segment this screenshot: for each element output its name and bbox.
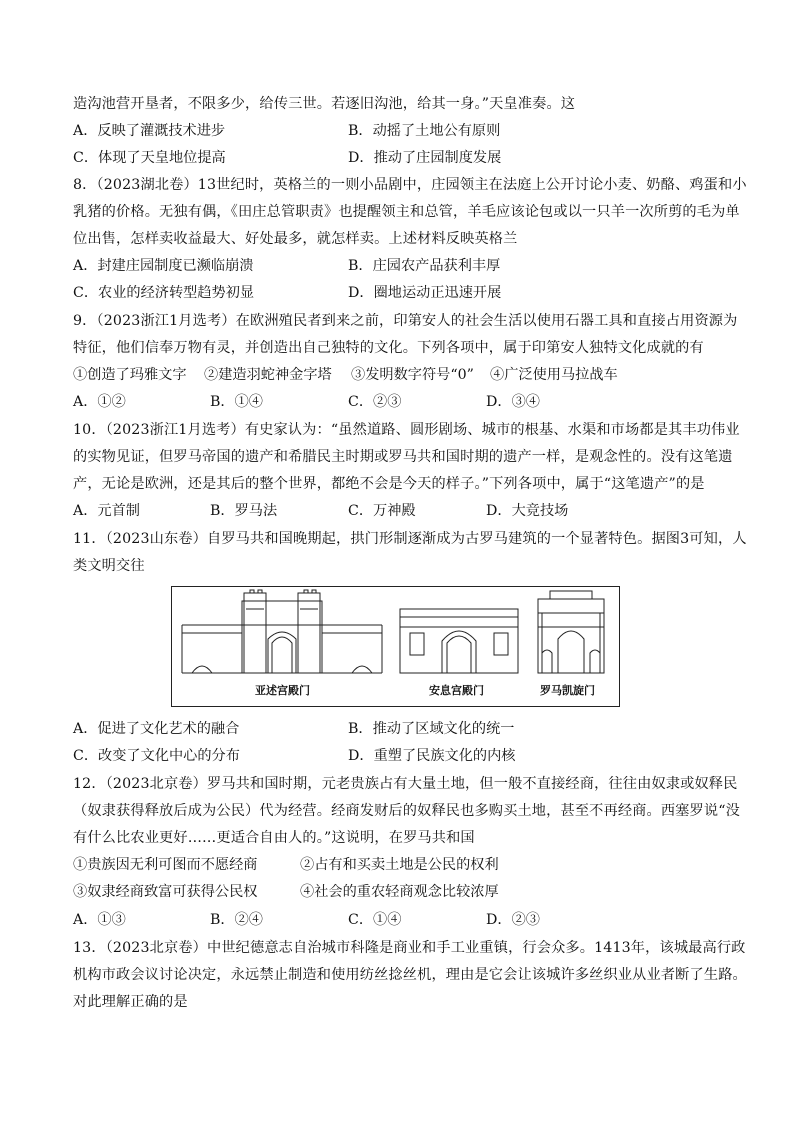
q9-option-c[interactable]: C．②③ [348, 394, 402, 410]
q9-item-3: ③发明数字符号“0” [351, 367, 474, 383]
q13-stem-line1: 13．（2023北京卷）中世纪德意志自治城市科隆是商业和手工业重镇，行会众多。1413年，该城最高行政 [73, 940, 746, 956]
q9-stem-line2: 特征，他们信奉万物有灵，并创造出自己独特的文化。下列各项中，属于印第安人独特文化成就的有 [73, 340, 704, 356]
q12-item-2: ②占有和买卖土地是公民的权利 [300, 857, 499, 873]
q10-option-c[interactable]: C．万神殿 [348, 503, 416, 519]
q12-stem-line1: 12．（2023北京卷）罗马共和国时期，元老贵族占有大量土地，但一般不直接经商，往往由奴隶或奴释民 [73, 776, 738, 792]
q12-option-a[interactable]: A．①③ [73, 912, 126, 928]
q11-option-c[interactable]: C．改变了文化中心的分布 [73, 748, 240, 764]
q9-option-d[interactable]: D．③④ [486, 394, 540, 410]
q11-stem-line2: 类文明交往 [73, 558, 145, 574]
q8-option-a[interactable]: A．封建庄园制度已濒临崩溃 [73, 258, 254, 274]
q10-stem-line3: 产，无论是欧洲，还是其后的整个世界，都绝不会是今天的样子。”下列各项中，属于“这笔遗产”的是 [73, 476, 705, 492]
q7-option-d[interactable]: D．推动了庄园制度发展 [348, 150, 502, 166]
q12-option-c[interactable]: C．①④ [348, 912, 402, 928]
parthian-gate-drawing [400, 609, 518, 673]
q12-stem-line2: （奴隶获得释放后成为公民）代为经营。经商发财后的奴释民也多购买土地，甚至不再经商。西塞罗说“没 [73, 803, 740, 819]
assyrian-gate-drawing [182, 590, 382, 673]
q11-option-d[interactable]: D．重塑了民族文化的内核 [348, 748, 516, 764]
q11-option-b[interactable]: B．推动了区域文化的统一 [348, 721, 515, 737]
q7-stem-tail: 造沟池营开垦者，不限多少，给传三世。若逐旧沟池，给其一身。”天皇准奏。这 [73, 96, 576, 112]
q9-stem-line1: 9．（2023浙江1月选考）在欧洲殖民者到来之前，印第安人的社会生活以使用石器工具和直接占用资源为 [73, 313, 738, 329]
q11-stem-line1: 11．（2023山东卷）自罗马共和国晚期起，拱门形制逐渐成为古罗马建筑的一个显著特色。据图3可知，人 [73, 531, 747, 547]
q8-option-d[interactable]: D．圈地运动正迅速开展 [348, 285, 502, 301]
q7-option-a[interactable]: A．反映了灌溉技术进步 [73, 123, 226, 139]
q8-stem-line2: 乳猪的价格。无独有偶，《田庄总管职责》也提醒领主和总管，羊毛应该论包或以一只羊一次所剪的毛为单 [73, 204, 740, 220]
q11-option-a[interactable]: A．促进了文化艺术的融合 [73, 721, 240, 737]
q8-stem-line3: 位出售，怎样卖收益最大、好处最多，就怎样卖。上述材料反映英格兰 [73, 231, 518, 247]
q12-item-4: ④社会的重农轻商观念比较浓厚 [300, 884, 499, 900]
caption-assyrian-gate: 亚述宫殿门 [255, 684, 310, 697]
q12-stem-line3: 有什么比农业更好……更适合自由人的。”这说明，在罗马共和国 [73, 830, 475, 846]
caption-roman-arch: 罗马凯旋门 [540, 684, 595, 697]
roman-arch-drawing [538, 591, 604, 673]
q10-option-d[interactable]: D．大竞技场 [486, 503, 569, 519]
q9-item-1: ①创造了玛雅文字 [73, 367, 187, 383]
q12-option-b[interactable]: B．②④ [210, 912, 263, 928]
q10-option-b[interactable]: B．罗马法 [210, 503, 278, 519]
q12-item-3: ③奴隶经商致富可获得公民权 [73, 884, 258, 900]
q10-option-a[interactable]: A．元首制 [73, 503, 140, 519]
q8-option-c[interactable]: C．农业的经济转型趋势初显 [73, 285, 255, 301]
q10-stem-line2: 的实物见证，但罗马帝国的遗产和希腊民主时期或罗马共和国时期的遗产一样，是观念性的。没有这笔遗 [73, 449, 733, 465]
q8-option-b[interactable]: B．庄园农产品获利丰厚 [348, 258, 501, 274]
q9-option-b[interactable]: B．①④ [210, 394, 263, 410]
q12-option-d[interactable]: D．②③ [486, 912, 540, 928]
q10-stem-line1: 10．（2023浙江1月选考）有史家认为：“虽然道路、圆形剧场、城市的根基、水渠和市场都是其丰功伟业 [73, 422, 740, 438]
figure-3-gates [171, 586, 620, 707]
q7-option-b[interactable]: B．动摇了土地公有原则 [348, 123, 501, 139]
caption-parthian-gate: 安息宫殿门 [429, 684, 484, 697]
q8-stem-line1: 8．（2023湖北卷）13世纪时，英格兰的一则小品剧中，庄园领主在法庭上公开讨论小麦、奶酪、鸡蛋和小 [73, 177, 747, 193]
q9-item-4: ④广泛使用马拉战车 [490, 367, 618, 383]
q12-item-1: ①贵族因无利可图而不愿经商 [73, 857, 258, 873]
q13-stem-line3: 对此理解正确的是 [73, 994, 188, 1010]
q13-stem-line2: 机构市政会议讨论决定，永远禁止制造和使用纺丝捻丝机，理由是它会让该城许多丝织业从业者断了生路。 [73, 967, 747, 983]
q9-item-2: ②建造羽蛇神金字塔 [204, 367, 332, 383]
q9-option-a[interactable]: A．①② [73, 394, 126, 410]
q7-option-c[interactable]: C．体现了天皇地位提高 [73, 150, 226, 166]
